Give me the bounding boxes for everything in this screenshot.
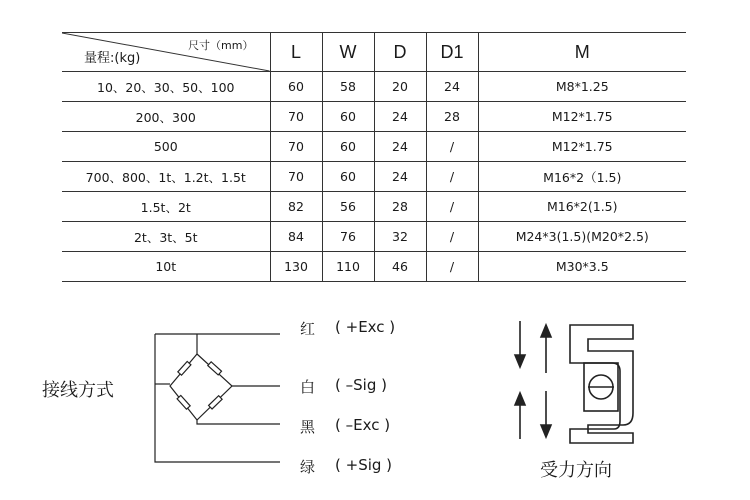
header-corner-cell: [62, 33, 270, 72]
arrow-up-icon: [515, 393, 525, 439]
cell-D: 24: [374, 102, 426, 132]
resistor-icon: [177, 395, 190, 409]
col-header-D: D: [374, 33, 426, 72]
wire-signal: ( +Sig ): [335, 456, 393, 474]
cell-D: 24: [374, 162, 426, 192]
wiring-title: 接线方式: [42, 380, 114, 401]
wire-color: 红: [300, 320, 316, 338]
cell-L: 70: [270, 102, 322, 132]
cell-D: 24: [374, 132, 426, 162]
spec-table: [62, 32, 686, 282]
wire-label-white: [300, 376, 387, 397]
table-header-row: [62, 33, 686, 72]
wire-signal: ( –Sig ): [335, 376, 387, 394]
cell-range: 200、300: [62, 102, 270, 132]
cell-D: 46: [374, 252, 426, 282]
cell-L: 60: [270, 72, 322, 102]
cell-W: 60: [322, 132, 374, 162]
cell-range: 10、20、30、50、100: [62, 72, 270, 102]
cell-L: 70: [270, 162, 322, 192]
force-direction-diagram: [508, 315, 643, 455]
cell-range: 10t: [62, 252, 270, 282]
table-row: [62, 252, 686, 282]
cell-M: M16*2（1.5): [478, 162, 686, 192]
table-row: [62, 132, 686, 162]
cell-W: 56: [322, 192, 374, 222]
cell-D: 20: [374, 72, 426, 102]
resistor-icon: [209, 396, 223, 409]
cell-W: 60: [322, 162, 374, 192]
cell-D: 32: [374, 222, 426, 252]
resistor-icon: [178, 361, 191, 375]
arrow-down-icon: [541, 391, 551, 437]
col-header-M: M: [478, 33, 686, 72]
arrow-down-icon: [515, 321, 525, 367]
cell-D1: /: [426, 222, 478, 252]
table-row: [62, 102, 686, 132]
cell-range: 2t、3t、5t: [62, 222, 270, 252]
header-range-label: 量程:(kg): [84, 51, 141, 66]
cell-W: 76: [322, 222, 374, 252]
cell-range: 700、800、1t、1.2t、1.5t: [62, 162, 270, 192]
table-row: [62, 222, 686, 252]
cell-M: M8*1.25: [478, 72, 686, 102]
cell-M: M24*3(1.5)(M20*2.5): [478, 222, 686, 252]
wire-label-green: [300, 456, 392, 477]
wire-label-red: [300, 318, 395, 339]
header-size-label: 尺寸（mm）: [188, 39, 254, 52]
cell-range: 1.5t、2t: [62, 192, 270, 222]
cell-D1: 28: [426, 102, 478, 132]
cell-W: 60: [322, 102, 374, 132]
cell-M: M12*1.75: [478, 102, 686, 132]
cell-W: 110: [322, 252, 374, 282]
wire-black-line: [197, 420, 280, 424]
cell-L: 130: [270, 252, 322, 282]
wire-color: 黑: [300, 418, 316, 436]
arrow-up-icon: [541, 325, 551, 373]
wire-color: 白: [300, 378, 316, 396]
cell-M: M16*2(1.5): [478, 192, 686, 222]
wire-signal: ( –Exc ): [335, 416, 391, 434]
cell-D1: /: [426, 162, 478, 192]
cell-D1: 24: [426, 72, 478, 102]
cell-M: M30*3.5: [478, 252, 686, 282]
wire-label-black: [300, 416, 390, 437]
cell-D: 28: [374, 192, 426, 222]
cell-L: 84: [270, 222, 322, 252]
s-type-load-cell-icon: [570, 325, 633, 443]
cell-L: 70: [270, 132, 322, 162]
col-header-L: L: [270, 33, 322, 72]
wire-color: 绿: [300, 458, 316, 476]
cell-D1: /: [426, 132, 478, 162]
table-row: [62, 162, 686, 192]
col-header-D1: D1: [426, 33, 478, 72]
table-row: [62, 192, 686, 222]
cell-M: M12*1.75: [478, 132, 686, 162]
bridge-circuit-diagram: [150, 310, 290, 470]
bridge-diamond: [170, 354, 232, 420]
force-direction-label: 受力方向: [540, 460, 612, 481]
cell-D1: /: [426, 192, 478, 222]
table-row: [62, 72, 686, 102]
wire-signal: ( +Exc ): [335, 318, 396, 336]
col-header-W: W: [322, 33, 374, 72]
resistor-icon: [208, 362, 222, 375]
cell-range: 500: [62, 132, 270, 162]
cell-L: 82: [270, 192, 322, 222]
cell-D1: /: [426, 252, 478, 282]
cell-W: 58: [322, 72, 374, 102]
